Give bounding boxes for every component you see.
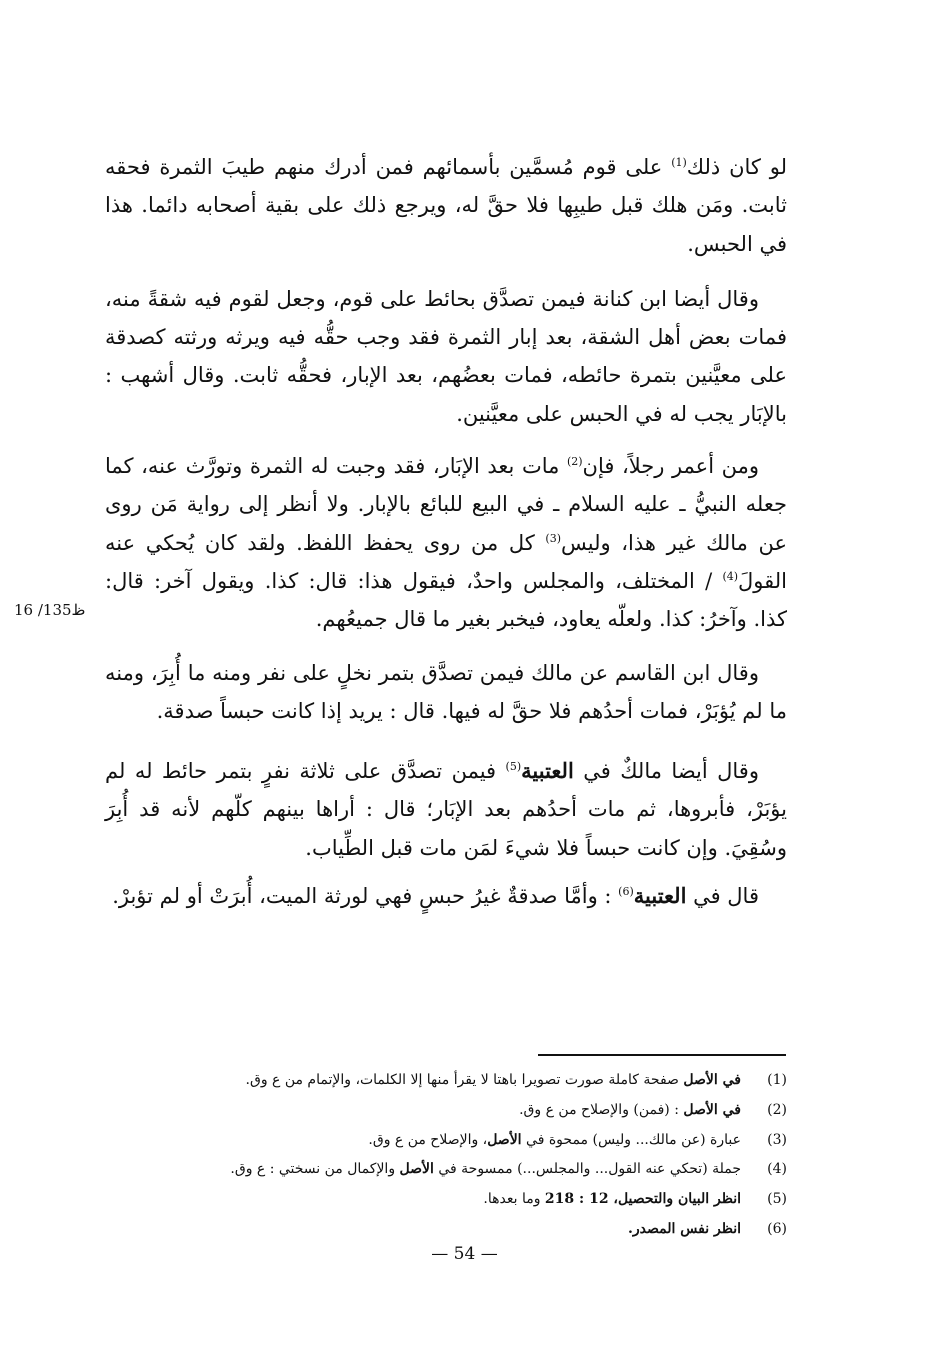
footnote-item [105, 1185, 787, 1215]
footnote-ref-4[interactable]: (4) [722, 569, 739, 583]
footnote-ref-6[interactable]: (6) [618, 885, 634, 899]
footnote-item [105, 1155, 787, 1185]
footnote-divider [538, 1054, 786, 1056]
footnote-text [105, 1185, 741, 1215]
manuscript-folio-note: 16 /135ظ [14, 601, 86, 619]
footnote-ref-2[interactable]: (2) [566, 455, 583, 469]
footnote-keyword: انظر نفس المصدر. [628, 1220, 741, 1237]
footnote-body: عبارة (عن مالك... وليس) ممحوة في [521, 1131, 741, 1148]
footnote-text [105, 1096, 741, 1126]
source-title: العتبية [633, 883, 687, 909]
footnote-body: ، والإصلاح من ع وق. [368, 1131, 488, 1148]
paragraph-6 [105, 877, 787, 915]
footnote-body: والإكمال من نسختي : ع وق. [230, 1161, 400, 1178]
text-span: كل من روى يحفظ اللفظ. ولقد كان يُحكي عنه القولَ [105, 530, 787, 593]
text-span: لو كان ذلك [686, 155, 787, 179]
footnote-text [105, 1126, 741, 1156]
text-span: على قوم مُسمَّين بأسمائهم فمن أدرك منهم طيبَ الثمرة فحقه ثابت. ومَن هلك قبل طيبِها فلا حقَّ له، ويرجع ذلك على بقية أصحابه دائما. هذا في الحبس. [105, 155, 787, 256]
footnote-item [105, 1126, 787, 1156]
paragraph-4 [105, 654, 787, 731]
footnote-item [105, 1066, 787, 1096]
footnotes [105, 1066, 787, 1245]
page-number: — 54 — [431, 1244, 498, 1264]
paragraph-5 [105, 752, 787, 867]
footnote-number: (4) [767, 1161, 787, 1178]
footnote-ref-3[interactable]: (3) [545, 531, 562, 545]
footnote-body: : (فمن) والإصلاح من ع وق. [519, 1101, 684, 1118]
text-span: وقال أيضا ابن كنانة فيمن تصدَّق بحائط على قوم، وجعل لقوم فيه شقةً منه، فمات بعض أهل الشقة، بعد إبار الثمرة فقد وجب حقُّه فيه ويرثه ورثته كصدقة على معيَّنين بتمرة حائطه، فمات بعضُهم، بعد الإبار، فحقُّه ثابت. وقال أشهب : بالإبَار يجب له في الحبس على معيَّنين. [105, 286, 787, 426]
footnote-text [105, 1155, 741, 1185]
text-span: / المختلف، والمجلس واحدٌ، فيقول هذا: قال: كذا. ويقول آخر: قال: كذا. وآخرُ: كذا. ولعلّه يعاود، فيخبر بغير ما قال جميعُهم. [105, 568, 787, 632]
footnote-number: (5) [767, 1191, 787, 1208]
paragraph-1 [105, 148, 787, 263]
footnote-ref-1[interactable]: (1) [671, 156, 687, 169]
footnote-number: (3) [767, 1131, 787, 1148]
footnote-keyword: الأصل [399, 1161, 434, 1178]
footnote-item [105, 1096, 787, 1126]
paragraph-3 [105, 447, 787, 638]
source-title: العتبية [521, 758, 574, 784]
text-span: مات بعد الإبَار، فقد وجبت له الثمرة وتورَّث عنه، كما جعله النبيُّ ـ عليه السلام ـ في البيع للبائع بالإبار. ولا أنظر إلى رواية مَن روى عن مالك غير هذا، وليس [105, 454, 788, 555]
text-span: وقال أيضا مالكٌ في [573, 759, 759, 784]
footnote-number: (1) [767, 1072, 787, 1088]
footnote-body: وما بعدها. [483, 1191, 545, 1208]
footnote-item [105, 1215, 787, 1245]
text-span: ومن أعمر رجلاً، فإن [582, 454, 759, 479]
text-span: : وأمَّا صدقةٌ غيرُ حبسٍ فهي لورثة الميت، أُبرَتْ أو لم تؤبرْ. [112, 884, 619, 909]
footnote-keyword: الأصل [487, 1131, 522, 1148]
footnote-text [105, 1066, 741, 1096]
footnote-text [105, 1215, 741, 1245]
footnote-ref-5[interactable]: (5) [505, 760, 522, 774]
footnote-keyword: في الأصل [683, 1072, 741, 1088]
footnote-body: جملة (تحكي عنه القول... والمجلس...) ممسوحة في [433, 1161, 741, 1178]
paragraph-2 [105, 280, 787, 433]
text-span: وقال ابن القاسم عن مالك فيمن تصدَّق بتمر نخلٍ على نفر ومنه ما أُبِرَ، ومنه ما لم يُؤبَرْ، فمات أحدُهم فلا حقَّ له فيها. قال : يريد إذا كانت حبساً صدقة. [105, 660, 787, 723]
footnote-number: (6) [767, 1220, 787, 1237]
footnote-body: صفحة كاملة صورت تصويرا باهتا لا يقرأ منها إلا الكلمات، والإتمام من ع وق. [245, 1072, 684, 1088]
footnote-keyword: انظر البيان والتحصيل، 12 : 218 [544, 1191, 741, 1208]
footnote-number: (2) [767, 1101, 787, 1118]
footnote-keyword: في الأصل [683, 1101, 741, 1118]
main-text [105, 148, 787, 915]
text-span: فيمن تصدَّق على ثلاثة نفرٍ بتمر حائط له لم يؤبَرْ، فأبروها، ثم مات أحدُهم بعد الإبَار؛ قال : أراها بينهم كلّهم لأنه قد أُبِرَ وسُقِيَ. وإن كانت حبساً فلا شيءَ لمَن مات قبل الطِّياب. [105, 759, 787, 860]
text-span: قال في [686, 884, 759, 909]
